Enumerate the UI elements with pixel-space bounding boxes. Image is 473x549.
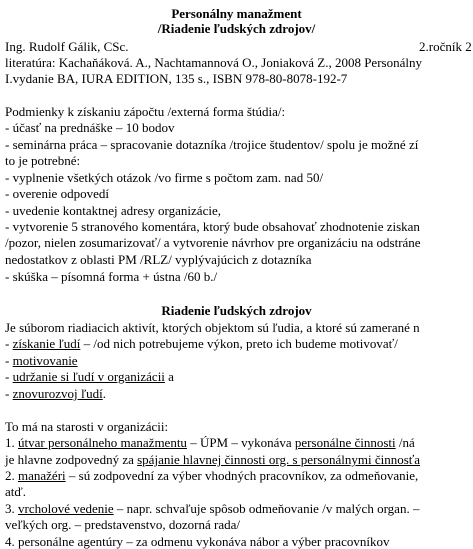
dash: -	[5, 353, 13, 368]
dash: -	[5, 336, 13, 351]
text: /ná	[395, 435, 415, 450]
numbered-item-continuation	[5, 452, 420, 467]
text: je hlavne zodpovedný za	[5, 452, 138, 467]
condition-item: - vyplnenie všetkých otázok /vo firme s počtom zam. nad 50/	[5, 170, 324, 185]
condition-item: - overenie odpovedí	[5, 186, 109, 201]
condition-item: /pozor, nielen zosumarizovať/ a vytvorenie návrhov pre organizáciu na odstráne	[5, 235, 421, 250]
list-item	[5, 353, 78, 368]
text: – /od nich potrebujeme výkon, preto ich budeme motivovať/	[80, 336, 398, 351]
author-name: Ing. Rudolf Gálik, CSc.	[5, 39, 129, 54]
numbered-item: 4. personálne agentúry – za odmenu vykonáva nábor a výber pracovníkov	[5, 534, 390, 549]
term: znovurozvoj ľudí	[12, 386, 103, 401]
term: útvar personálneho manažmentu	[18, 435, 187, 450]
numbered-item-continuation: atď.	[5, 484, 27, 499]
document-title: Personálny manažment	[171, 6, 302, 21]
number: 3.	[5, 501, 18, 516]
list-item	[5, 336, 398, 351]
text: – ÚPM – vykonáva	[186, 435, 295, 450]
conditions-heading: Podmienky k získaniu zápočtu /externá forma štúdia/:	[5, 104, 286, 119]
term: získanie ľudí	[12, 336, 81, 351]
dash: -	[5, 369, 13, 384]
condition-item: - skúška – písomná forma + ústna /60 b./	[5, 269, 218, 284]
condition-item: - seminárna práca – spracovanie dotazníka /trojice študentov/ spolu je možné zí	[5, 137, 419, 152]
list-item	[5, 369, 174, 384]
number: 2.	[5, 468, 18, 483]
term: manažéri	[18, 468, 66, 483]
condition-item: nedostatkov z oblasti PM /RLZ/ vyplývajúcich z dotazníka	[5, 252, 312, 267]
text: .	[102, 386, 106, 401]
literature-line-1: literatúra: Kachaňáková. A., Nachtamannová O., Joniaková Z., 2008 Personálny	[5, 55, 422, 70]
text: – napr. schvaľuje spôsob odmeňovanie /v malých organ. –	[113, 501, 420, 516]
numbered-item	[5, 468, 418, 483]
numbered-item	[5, 501, 419, 516]
condition-item: - uvedenie kontaktnej adresy organizácie,	[5, 203, 221, 218]
literature-line-2: I.vydanie BA, IURA EDITION, 135 s., ISBN 978-80-8078-192-7	[5, 71, 348, 86]
condition-item: - účasť na prednáške – 10 bodov	[5, 120, 175, 135]
section-heading: To má na starosti v organizácii:	[5, 419, 169, 434]
number: 1.	[5, 435, 18, 450]
document-subtitle: /Riadenie ľudských zdrojov/	[157, 21, 316, 36]
term: vrcholové vedenie	[18, 501, 114, 516]
text: – sú zodpovední za výber vhodných pracovníkov, za odmeňovanie,	[65, 468, 419, 483]
numbered-item-continuation: veľkých org. – predstavenstvo, dozorná rada/	[5, 517, 240, 532]
author-line	[5, 39, 472, 54]
dash: -	[5, 386, 13, 401]
section-heading: Riadenie ľudských zdrojov	[161, 303, 312, 318]
term: personálne činnosti	[294, 435, 396, 450]
term: spájanie hlavnej činnosti org. s personálnymi činnosťa	[137, 452, 421, 467]
condition-item: to je potrebné:	[5, 153, 81, 168]
text: a	[164, 369, 174, 384]
section-intro: Je súborom riadiacich aktivít, ktorých objektom sú ľudia, a ktoré sú zamerané n	[5, 320, 420, 335]
condition-item: - vytvorenie 5 stranového komentára, ktorý bude obsahovať zhodnotenie ziskan	[5, 219, 420, 234]
term: udržanie si ľudí v organizácii	[12, 369, 165, 384]
numbered-item	[5, 435, 415, 450]
list-item	[5, 386, 106, 401]
term: motivovanie	[12, 353, 78, 368]
year-label: 2.ročník 2	[419, 39, 472, 54]
